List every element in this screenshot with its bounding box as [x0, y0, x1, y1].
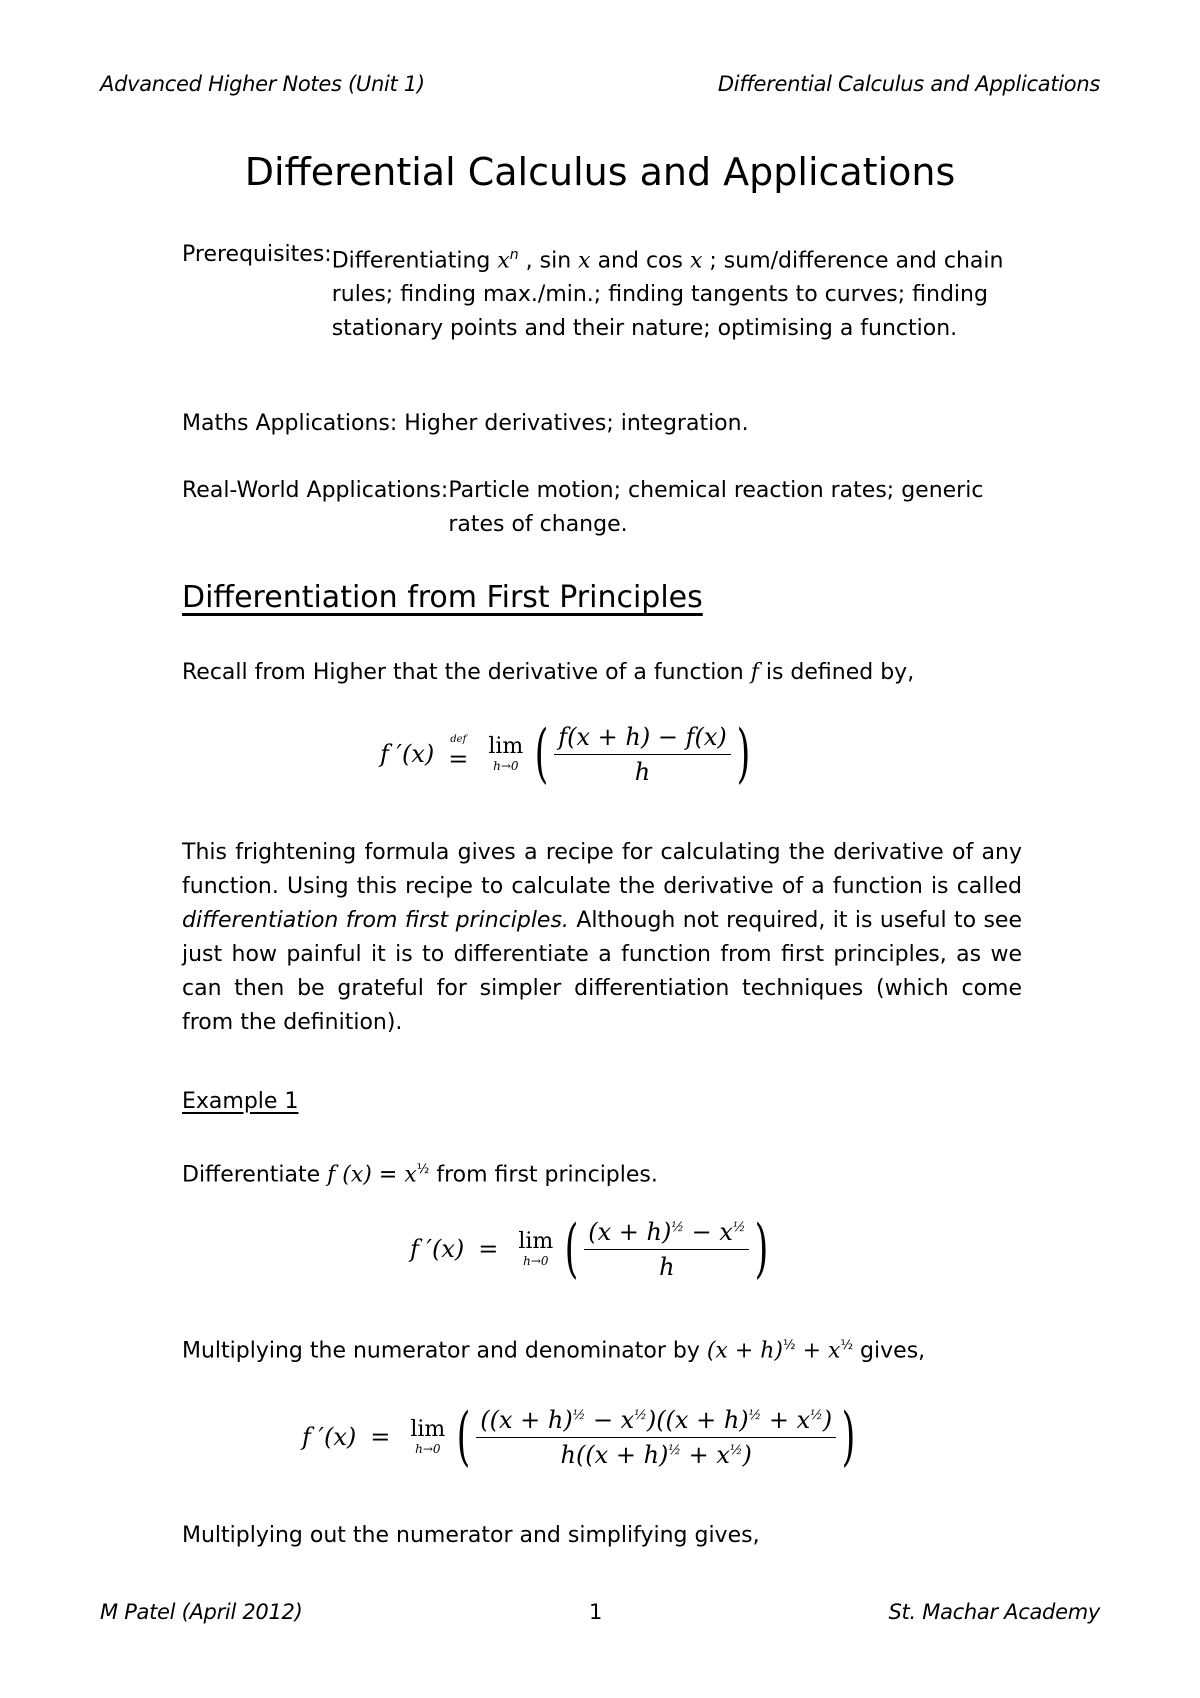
prereq-text-2: , sin — [518, 248, 579, 274]
differentiate-line — [182, 1153, 1022, 1192]
diff-text-1: Differentiate — [182, 1162, 328, 1188]
multiply-out-line: Multiplying out the numerator and simplifying gives, — [182, 1523, 760, 1548]
expr-plus-x: + x — [795, 1338, 841, 1364]
footer-left: M Patel (April 2012) — [100, 1600, 303, 1624]
den-part: + x — [681, 1440, 730, 1469]
right-paren: ) — [736, 717, 751, 791]
den-part: ) — [742, 1440, 752, 1469]
exponent-half: ½ — [416, 1162, 430, 1177]
limit-operator — [488, 735, 523, 773]
num-part: (x + h) — [588, 1217, 672, 1246]
explanation-paragraph — [182, 836, 1022, 1040]
lim-subscript: h→0 — [523, 1254, 549, 1268]
lim-text: lim — [410, 1417, 446, 1442]
var-x: x — [689, 248, 703, 274]
prereq-text-1: Differentiating — [331, 248, 498, 274]
prerequisites-label: Prerequisites: — [182, 242, 332, 267]
fx: f (x) — [327, 1162, 372, 1188]
fraction — [584, 1218, 749, 1281]
header-right: Differential Calculus and Applications — [717, 72, 1100, 96]
example-heading-row — [182, 1085, 1022, 1119]
equation-definition — [380, 717, 756, 791]
maths-applications — [182, 407, 1022, 441]
equation-example — [410, 1212, 774, 1286]
right-paren: ) — [755, 1212, 769, 1286]
equation-conjugate — [302, 1400, 861, 1474]
def-equals — [448, 735, 468, 773]
right-paren: ) — [841, 1400, 856, 1474]
left-paren: ( — [456, 1400, 471, 1474]
recall-text-1: Recall from Higher that the derivative of a function — [182, 660, 751, 685]
lim-text: lim — [518, 1229, 554, 1254]
num-part: ((x + h) — [480, 1405, 573, 1434]
mult-text-2: gives, — [853, 1338, 926, 1364]
exponent-half: ½ — [634, 1407, 647, 1423]
numerator: f(x + h) − f(x) — [554, 723, 730, 755]
var-x: x — [578, 248, 591, 274]
prereq-text-3: and cos — [590, 248, 690, 274]
var-x: x — [497, 248, 510, 274]
page-number: 1 — [588, 1600, 603, 1624]
eq3-lhs: f ′(x) — [302, 1423, 357, 1451]
lim-subscript: h→0 — [493, 759, 519, 773]
paragraph-text-2: Although not required, it is useful to see just how painful it is to differentiate a function from first principles, as we can then be grateful for simpler differentiation techniques (which come from the definition). — [182, 908, 1022, 1035]
var-f: f — [750, 660, 759, 685]
equals-sign: = — [378, 1162, 398, 1188]
paragraph-text-1: This frightening formula gives a recipe for calculating the derivative of any function. Using this recipe to calculate the derivative of a function is called — [182, 840, 1022, 899]
header-left: Advanced Higher Notes (Unit 1) — [100, 72, 425, 96]
expr-x-plus-h: (x + h) — [706, 1338, 784, 1364]
num-part: − x — [585, 1405, 635, 1434]
exponent-half: ½ — [840, 1338, 854, 1353]
footer-right: St. Machar Academy — [888, 1600, 1100, 1624]
exponent-half: ½ — [783, 1338, 796, 1353]
num-part: )((x + h) — [646, 1405, 749, 1434]
lim-subscript: h→0 — [415, 1442, 441, 1456]
denominator: h — [659, 1252, 675, 1281]
exponent-half: ½ — [732, 1219, 746, 1235]
prereq-text-4: ; sum/difference and chain rules; finding max./min.; finding tangents to curves; finding stationary points and their nature; optimising a function. — [331, 248, 1004, 342]
equals-sign: = — [478, 1235, 499, 1263]
denominator: h — [634, 757, 651, 786]
section-title: Differentiation from First Principles — [182, 580, 703, 615]
fraction — [554, 723, 730, 786]
num-part: + x — [761, 1405, 811, 1434]
eq2-lhs: f ′(x) — [410, 1235, 465, 1263]
lim-text: lim — [488, 734, 524, 759]
prerequisites-text — [332, 238, 1022, 346]
prerequisites — [182, 238, 1022, 346]
equals-sign: = — [370, 1423, 391, 1451]
left-paren: ( — [564, 1212, 579, 1286]
equals-sign: = — [448, 745, 469, 773]
sup-n: n — [509, 247, 519, 263]
denominator — [560, 1438, 751, 1469]
fraction — [476, 1406, 836, 1469]
numerator — [476, 1406, 836, 1438]
maths-applications-label: Maths Applications: — [182, 411, 405, 436]
limit-operator — [410, 1418, 445, 1456]
left-paren: ( — [534, 717, 549, 791]
multiply-line — [182, 1329, 1022, 1368]
exponent-half: ½ — [748, 1407, 762, 1423]
real-world-applications-label: Real-World Applications: — [182, 478, 449, 503]
var-x: x — [404, 1162, 417, 1188]
exponent-half: ½ — [668, 1442, 681, 1458]
den-part: h((x + h) — [560, 1440, 669, 1469]
limit-operator — [518, 1230, 553, 1268]
paragraph-emphasis: differentiation from first principles. — [182, 908, 569, 933]
exponent-half: ½ — [572, 1407, 586, 1423]
example-heading: Example 1 — [182, 1089, 299, 1114]
num-part: − x — [683, 1217, 733, 1246]
diff-text-2: from first principles. — [429, 1162, 658, 1188]
mult-text-1: Multiplying the numerator and denominator by — [182, 1338, 707, 1364]
page-header — [100, 72, 1100, 96]
numerator — [584, 1218, 749, 1250]
real-world-applications-text: Particle motion; chemical reaction rates; generic rates of change. — [448, 478, 984, 537]
page-title: Differential Calculus and Applications — [244, 150, 956, 194]
real-world-applications — [182, 474, 1022, 542]
recall-text — [182, 656, 1022, 690]
exponent-half: ½ — [671, 1219, 684, 1235]
eq1-lhs: f ′(x) — [380, 740, 435, 768]
num-part: ) — [822, 1405, 833, 1434]
page-footer — [100, 1600, 1100, 1624]
def-label: def — [450, 734, 467, 745]
exponent-half: ½ — [729, 1442, 743, 1458]
exponent-half: ½ — [810, 1407, 823, 1423]
recall-text-2: is defined by, — [758, 660, 915, 685]
maths-applications-text: Higher derivatives; integration. — [404, 411, 749, 436]
